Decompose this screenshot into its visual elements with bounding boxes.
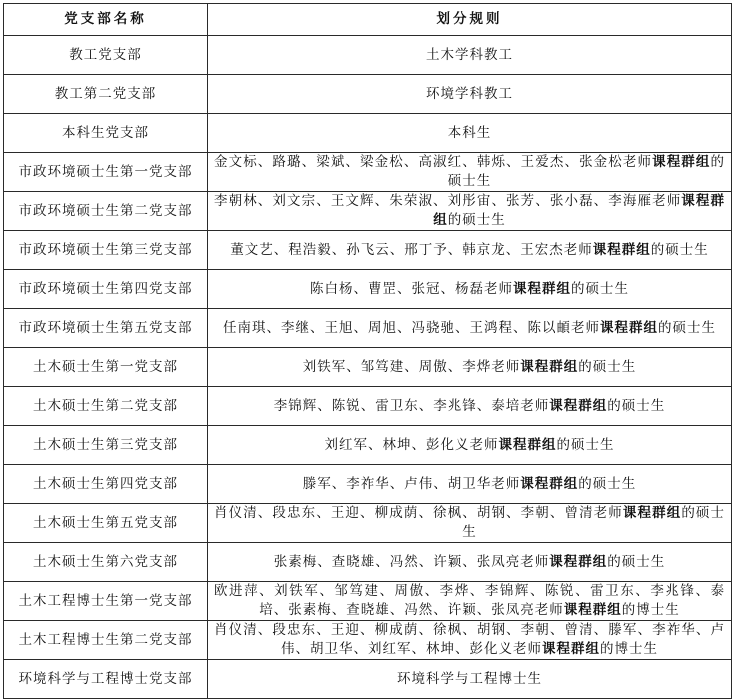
rule-suffix: 的硕士生	[578, 475, 637, 492]
rule-teachers: 肖仪清、段忠东、王迎、柳成荫、徐枫、胡钢、李朝、曾清、滕军、李祚华、卢伟、胡卫华、刘红军、林坤、彭化义老师	[214, 622, 725, 657]
rule-keyword: 课程群组	[549, 553, 608, 570]
rule-teachers: 肖仪清、段忠东、王迎、柳成荫、徐枫、胡钢、李朝、曾清老师	[214, 505, 623, 521]
table-row	[4, 153, 732, 192]
rule-teachers: 刘红军、林坤、彭化义老师	[324, 436, 499, 453]
division-rule	[208, 660, 732, 699]
rule-suffix: 的硕士生	[447, 212, 506, 228]
table-header-row	[4, 4, 732, 36]
table-row	[4, 582, 732, 621]
rule-teachers: 张素梅、查晓雄、冯然、许颖、张凤亮老师	[273, 553, 550, 570]
division-rule	[208, 387, 732, 426]
rule-suffix: 的博士生	[600, 641, 658, 657]
table-row	[4, 660, 732, 699]
rule-teachers: 陈白杨、曹罡、张冠、杨磊老师	[310, 280, 513, 297]
rule-text: 环境科学与工程博士生	[397, 670, 542, 687]
branch-name: 市政环境硕士生第四党支部	[4, 270, 208, 309]
division-rule	[208, 114, 732, 153]
rule-keyword: 课程群组	[498, 436, 557, 453]
rule-teachers: 李锦辉、陈锐、雷卫东、李兆锋、泰培老师	[273, 397, 550, 414]
rule-keyword: 课程群组	[513, 280, 571, 297]
rule-teachers: 李朝林、刘文宗、王文辉、朱荣淑、刘彤宙、张芳、张小磊、李海雁老师	[214, 193, 682, 209]
branch-name: 环境科学与工程博士党支部	[4, 660, 208, 699]
rule-text: 本科生	[447, 124, 492, 141]
division-rule	[208, 192, 732, 231]
branch-name: 本科生党支部	[4, 114, 208, 153]
rule-suffix: 的博士生	[621, 602, 680, 618]
rule-suffix: 的硕士生	[556, 436, 615, 453]
branch-table	[3, 3, 732, 699]
table-row	[4, 504, 732, 543]
table-row	[4, 270, 732, 309]
table-row	[4, 114, 732, 153]
table-row	[4, 465, 732, 504]
division-rule	[208, 426, 732, 465]
table-row	[4, 621, 732, 660]
rule-teachers: 金文标、路璐、梁斌、梁金松、高淑红、韩烁、王爱杰、张金松老师	[214, 154, 653, 170]
division-rule	[208, 543, 732, 582]
branch-name: 土木硕士生第一党支部	[4, 348, 208, 387]
table-row	[4, 387, 732, 426]
header-division-rule: 划分规则	[208, 4, 732, 36]
rule-suffix: 的硕士生	[607, 553, 666, 570]
rule-suffix: 的硕士生	[462, 505, 726, 540]
rule-teachers: 董文艺、程浩毅、孙飞云、邢丁予、韩京龙、王宏杰老师	[230, 241, 593, 258]
branch-name: 土木硕士生第五党支部	[4, 504, 208, 543]
branch-name: 土木硕士生第四党支部	[4, 465, 208, 504]
rule-suffix: 的硕士生	[578, 358, 637, 375]
rule-teachers: 任南琪、李继、王旭、周旭、冯骁驰、王鸿程、陈以頔老师	[223, 319, 600, 336]
rule-suffix: 的硕士生	[658, 319, 716, 336]
division-rule	[208, 153, 732, 192]
branch-name: 土木硕士生第二党支部	[4, 387, 208, 426]
header-branch-name: 党支部名称	[4, 4, 208, 36]
branch-name: 土木硕士生第三党支部	[4, 426, 208, 465]
division-rule	[208, 231, 732, 270]
division-rule	[208, 75, 732, 114]
rule-text: 土木学科教工	[426, 46, 513, 63]
rule-teachers: 欧进萍、刘铁军、邹笃建、周傲、李烨、李锦辉、陈锐、雷卫东、李兆锋、泰培、张素梅、查晓雄、冯然、许颖、张凤亮老师	[214, 583, 725, 618]
branch-name: 土木工程博士生第一党支部	[4, 582, 208, 621]
table-row	[4, 75, 732, 114]
division-rule	[208, 309, 732, 348]
division-rule	[208, 348, 732, 387]
division-rule	[208, 465, 732, 504]
rule-suffix: 的硕士生	[447, 154, 726, 189]
rule-keyword: 课程群组	[520, 475, 579, 492]
table-row	[4, 192, 732, 231]
table-row	[4, 36, 732, 75]
rule-keyword: 课程群组	[549, 397, 608, 414]
table-row	[4, 309, 732, 348]
rule-keyword: 课程群组	[563, 602, 622, 618]
rule-keyword: 课程群组	[600, 319, 658, 336]
table-row	[4, 231, 732, 270]
rule-suffix: 的硕士生	[571, 280, 629, 297]
branch-name: 土木硕士生第六党支部	[4, 543, 208, 582]
rule-suffix: 的硕士生	[607, 397, 666, 414]
branch-name: 教工第二党支部	[4, 75, 208, 114]
division-rule	[208, 582, 732, 621]
rule-keyword: 课程群组	[542, 641, 600, 657]
branch-name: 市政环境硕士生第三党支部	[4, 231, 208, 270]
branch-name: 市政环境硕士生第五党支部	[4, 309, 208, 348]
branch-name: 土木工程博士生第二党支部	[4, 621, 208, 660]
rule-teachers: 刘铁军、邹笃建、周傲、李烨老师	[302, 358, 521, 375]
branch-name: 市政环境硕士生第二党支部	[4, 192, 208, 231]
division-rule	[208, 36, 732, 75]
rule-keyword: 课程群组	[520, 358, 579, 375]
rule-teachers: 滕军、李祚华、卢伟、胡卫华老师	[302, 475, 521, 492]
table-row	[4, 348, 732, 387]
rule-text: 环境学科教工	[426, 85, 513, 102]
rule-keyword: 课程群组	[592, 241, 651, 258]
table-row	[4, 426, 732, 465]
rule-keyword: 课程群组	[433, 193, 726, 228]
table-row	[4, 543, 732, 582]
branch-name: 市政环境硕士生第一党支部	[4, 153, 208, 192]
branch-name: 教工党支部	[4, 36, 208, 75]
division-rule	[208, 504, 732, 543]
rule-suffix: 的硕士生	[650, 241, 709, 258]
division-rule	[208, 621, 732, 660]
rule-keyword: 课程群组	[652, 154, 711, 170]
rule-keyword: 课程群组	[622, 505, 682, 521]
division-rule	[208, 270, 732, 309]
